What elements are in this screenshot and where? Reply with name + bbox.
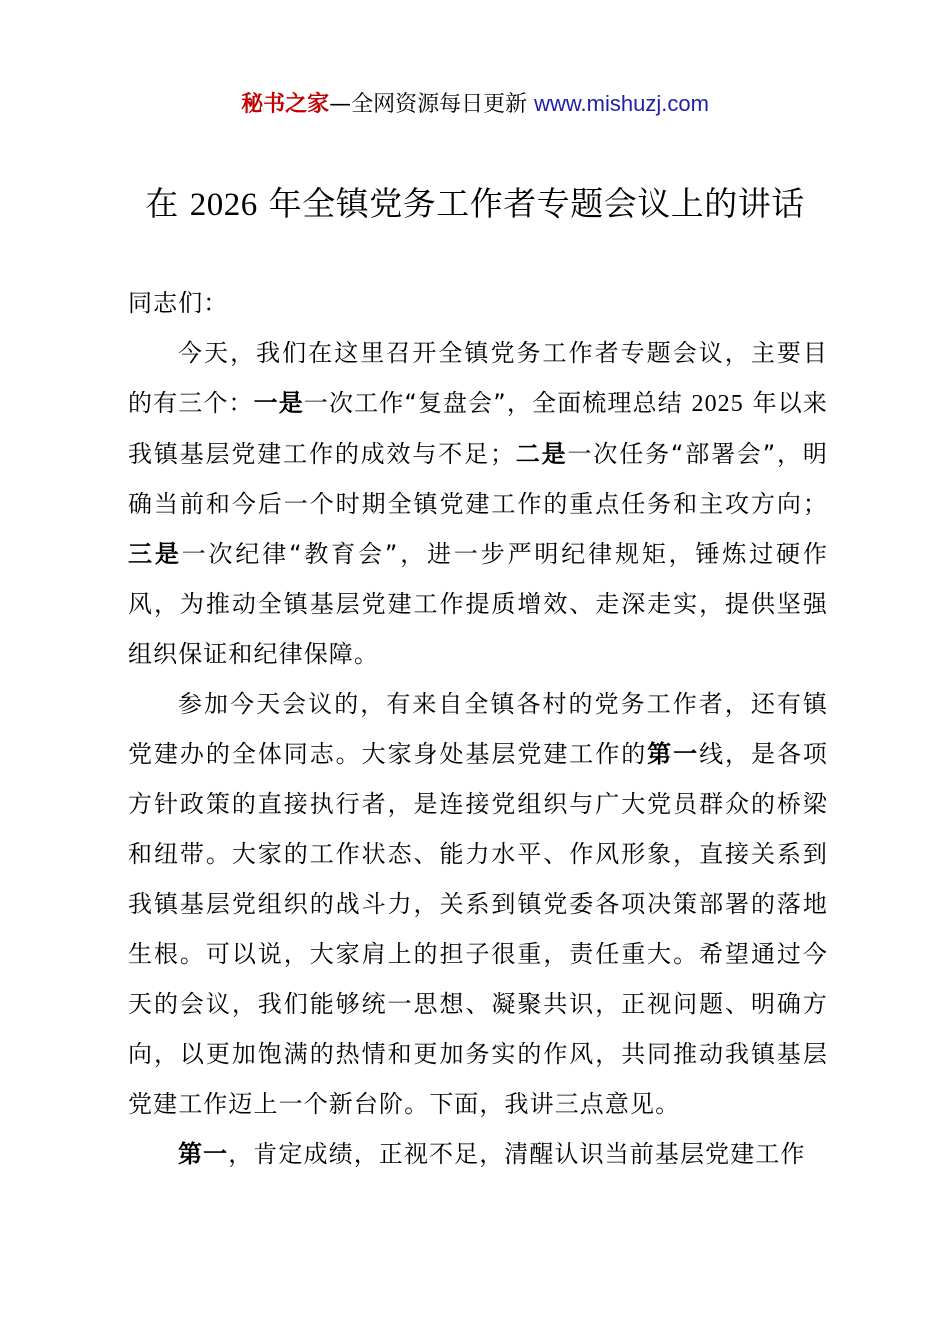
header-tagline: —全网资源每日更新 — [329, 92, 535, 117]
document-title — [0, 178, 950, 231]
p3-text-1: ，肯定成绩，正视不足，清醒认识当前基层党建工作 — [228, 1140, 806, 1168]
p2-text-2: 线，是各项方针政策的直接执行者，是连接党组织与广大党员群众的桥梁和纽带。大家的工作状态、能力水平、作风形象，直接关系到我镇基层党组织的战斗力，关系到镇党委各项决策部署的落地生根。可以说，大家肩上的担子很重，责任重大。希望通过今天的会议，我们能够统一思想、凝聚共识，正视问题、明确方向，以更加饱满的热情和更加务实的作风，共同推动我镇基层党建工作迈上一个新台阶。下面，我讲三点意见。 — [128, 740, 829, 1118]
salutation: 同志们： — [128, 289, 229, 317]
p1-text-2: 一次工作“复盘会”，全面梳理总结 — [303, 389, 692, 417]
paragraph-2 — [128, 679, 828, 1129]
p1-text-5: 一次纪律“教育会”，进一步严明纪律规矩，锤炼过硬作风，为推动全镇基层党建工作提质增效、走深走实，提供坚强组织保证和纪律保障。 — [128, 540, 828, 668]
p1-bold-3: 三是 — [128, 540, 182, 568]
p1-text-1: 今天，我们在这里召开全镇党务工作者专题会议，主要目的有三个： — [128, 339, 828, 417]
p1-text-3: 年以来我镇基层党建工作的成效与不足； — [128, 389, 828, 468]
paragraph-1 — [128, 328, 828, 679]
paragraph-3 — [128, 1129, 828, 1179]
p2-text-1: 参加今天会议的，有来自全镇各村的党务工作者，还有镇党建办的全体同志。大家身处基层党建工作的 — [128, 690, 828, 768]
document-body — [128, 278, 828, 1179]
p2-bold-1: 第一 — [647, 740, 700, 768]
site-url-link[interactable]: www.mishuzj.com — [534, 91, 709, 116]
p1-bold-2: 二是 — [515, 440, 568, 468]
site-header — [0, 88, 950, 121]
p1-text-4: 一次任务“部署会”，明确当前和今后一个时期全镇党建工作的重点任务和主攻方向； — [128, 440, 829, 518]
p1-bold-1: 一是 — [253, 389, 304, 417]
p1-year: 2025 — [691, 391, 744, 417]
title-prefix: 在 — [145, 184, 190, 223]
title-suffix: 年全镇党务工作者专题会议上的讲话 — [257, 184, 805, 223]
p3-bold-1: 第一 — [178, 1140, 229, 1168]
brand-name: 秘书之家 — [241, 92, 330, 117]
title-year: 2026 — [189, 187, 258, 223]
